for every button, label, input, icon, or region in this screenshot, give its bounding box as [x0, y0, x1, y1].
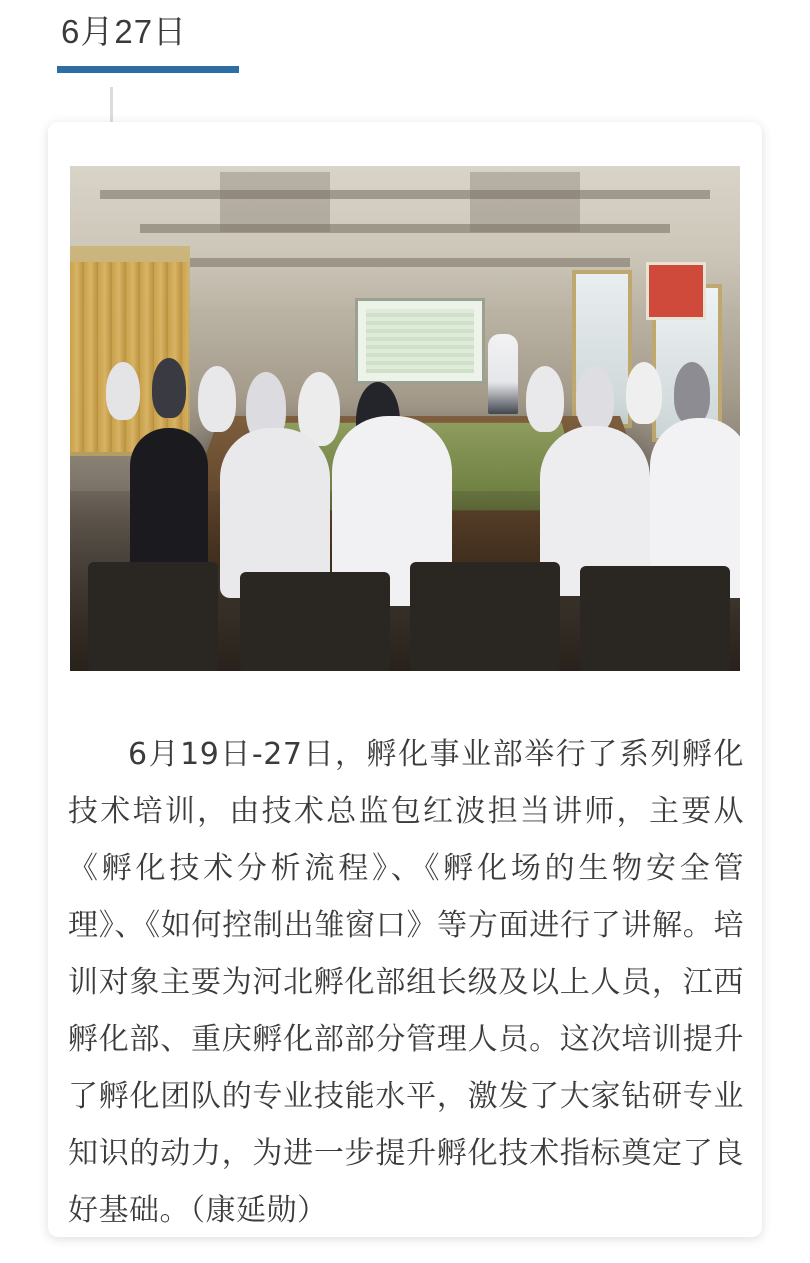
article-body: 6月19日-27日，孵化事业部举行了系列孵化技术培训，由技术总监包红波担当讲师，主要从《孵化技术分析流程》、《孵化场的生物安全管理》、《如何控制出雏窗口》等方面进行了讲解。培训对象主要为河北孵化部组长级及以上人员，江西孵化部、重庆孵化部部分管理人员。这次培训提升了孵化团队的专业技能水平，激发了大家钻研专业知识的动力，为进一步提升孵化技术指标奠定了良好基础。（康延勋） — [68, 737, 744, 1228]
attendee — [198, 366, 236, 432]
attendee — [576, 366, 614, 432]
page-title: 6月27日 — [61, 13, 188, 50]
ceiling-panel — [470, 172, 580, 232]
ceiling-beam — [180, 258, 630, 267]
projection-slide — [366, 309, 474, 373]
projection-screen — [355, 298, 485, 384]
attendee — [106, 362, 140, 420]
attendee — [526, 366, 564, 432]
article-card — [48, 122, 762, 1237]
chair — [88, 562, 218, 671]
presenter-person — [488, 334, 518, 414]
title-underline — [57, 66, 239, 73]
ceiling-beam — [100, 190, 710, 199]
chair — [410, 562, 560, 671]
attendee — [626, 362, 662, 424]
window-curtain — [70, 262, 188, 452]
photo-scene — [70, 166, 740, 671]
ceiling-panel — [220, 172, 330, 232]
wall-poster — [646, 262, 706, 320]
chair — [240, 572, 390, 671]
conference-room-training-photo — [70, 166, 740, 671]
chair — [580, 566, 730, 671]
date-header — [57, 10, 377, 73]
foreground-attendee — [130, 428, 208, 578]
attendee — [674, 362, 710, 424]
attendee — [152, 358, 186, 418]
